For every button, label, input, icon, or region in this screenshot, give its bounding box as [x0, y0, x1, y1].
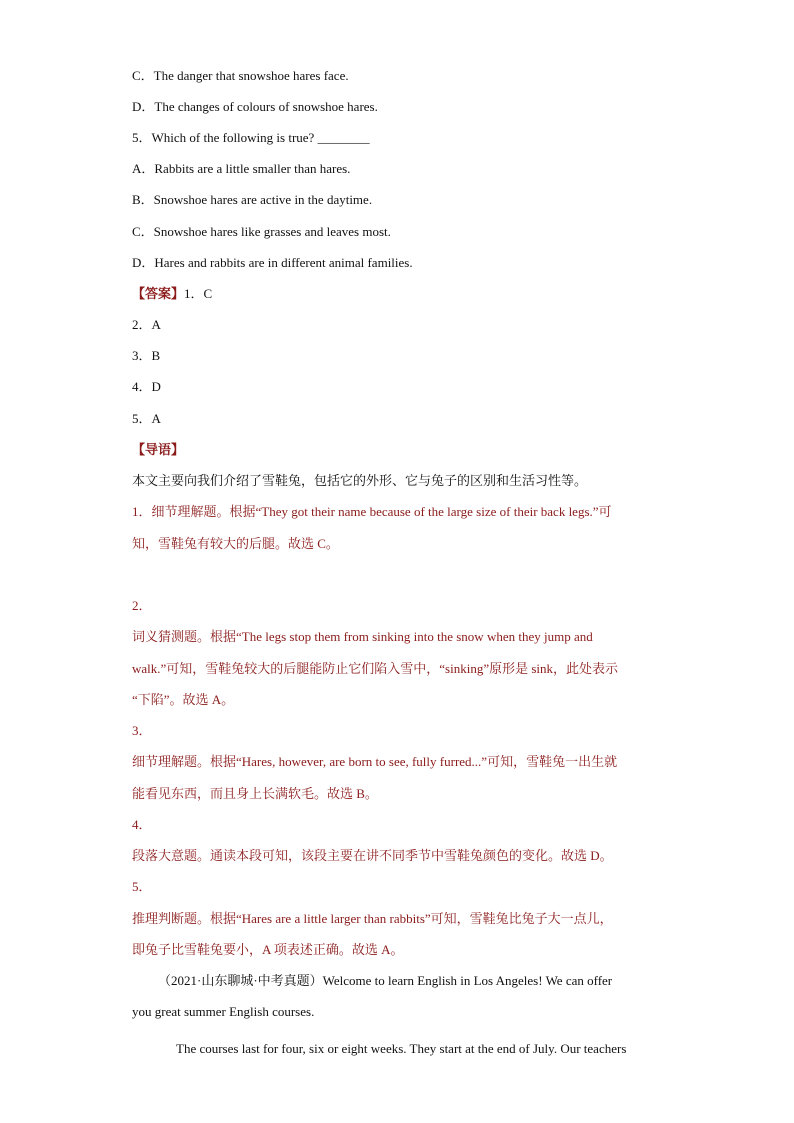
explanation-2-line-3: “下陷”。故选 A。 — [132, 692, 235, 707]
answer-item: 5．A — [132, 411, 161, 426]
explanation-1-line-1: 1．细节理解题。根据“They got their name because of the large size of their back legs.”可 — [132, 504, 612, 519]
guide-summary: 本文主要向我们介绍了雪鞋兔，包括它的外形、它与兔子的区别和生活习性等。 — [132, 473, 588, 488]
option-q4-c: C．The danger that snowshoe hares face. — [132, 68, 349, 83]
option-q4-d: D．The changes of colours of snowshoe hares. — [132, 99, 378, 114]
answer-item: 3．B — [132, 348, 161, 363]
explanation-3-line-2: 能看见东西，而且身上长满软毛。故选 B。 — [132, 786, 378, 801]
explanation-3-line-1: 细节理解题。根据“Hares, however, are born to see, fully furred...”可知，雪鞋兔一出生就 — [132, 754, 618, 769]
explanation-2-line-1: 词义猜测题。根据“The legs stop them from sinking into the snow when they jump and — [132, 629, 593, 644]
answer-heading: 【答案】 — [132, 286, 185, 301]
option-q5-b: B．Snowshoe hares are active in the daytime. — [132, 192, 373, 207]
explanation-1-line-2: 知，雪鞋兔有较大的后腿。故选 C。 — [132, 536, 339, 551]
explanation-5-number: 5． — [132, 879, 152, 894]
option-q5-d: D．Hares and rabbits are in different animal families. — [132, 255, 413, 270]
explanation-4-number: 4． — [132, 817, 152, 832]
answer-item: 4．D — [132, 379, 161, 394]
guide-heading: 【导语】 — [132, 442, 185, 457]
option-q5-c: C．Snowshoe hares like grasses and leaves most. — [132, 224, 391, 239]
passage-paragraph-line: The courses last for four, six or eight weeks. They start at the end of July. Our teachers — [176, 1041, 627, 1056]
answer-item: 1．C — [184, 286, 213, 301]
passage-intro-line-1: （2021·山东聊城·中考真题）Welcome to learn English in Los Angeles! We can offer — [158, 973, 613, 988]
explanation-2-line-2: walk.”可知，雪鞋兔较大的后腿能防止它们陷入雪中，“sinking”原形是 sink，此处表示 — [132, 661, 619, 676]
explanation-3-number: 3． — [132, 723, 152, 738]
explanation-2-number: 2． — [132, 598, 152, 613]
explanation-5-line-1: 推理判断题。根据“Hares are a little larger than rabbits”可知，雪鞋兔比兔子大一点儿， — [132, 911, 613, 926]
explanation-5-line-2: 即兔子比雪鞋兔要小，A 项表述正确。故选 A。 — [132, 942, 404, 957]
passage-intro-line-2: you great summer English courses. — [132, 1004, 315, 1019]
option-q5-a: A．Rabbits are a little smaller than hares. — [132, 161, 351, 176]
answer-line-1 — [132, 285, 212, 303]
question-5-stem: 5．Which of the following is true? ________ — [132, 130, 370, 145]
explanation-4-line-1: 段落大意题。通读本段可知，该段主要在讲不同季节中雪鞋兔颜色的变化。故选 D。 — [132, 848, 613, 863]
answer-item: 2．A — [132, 317, 161, 332]
